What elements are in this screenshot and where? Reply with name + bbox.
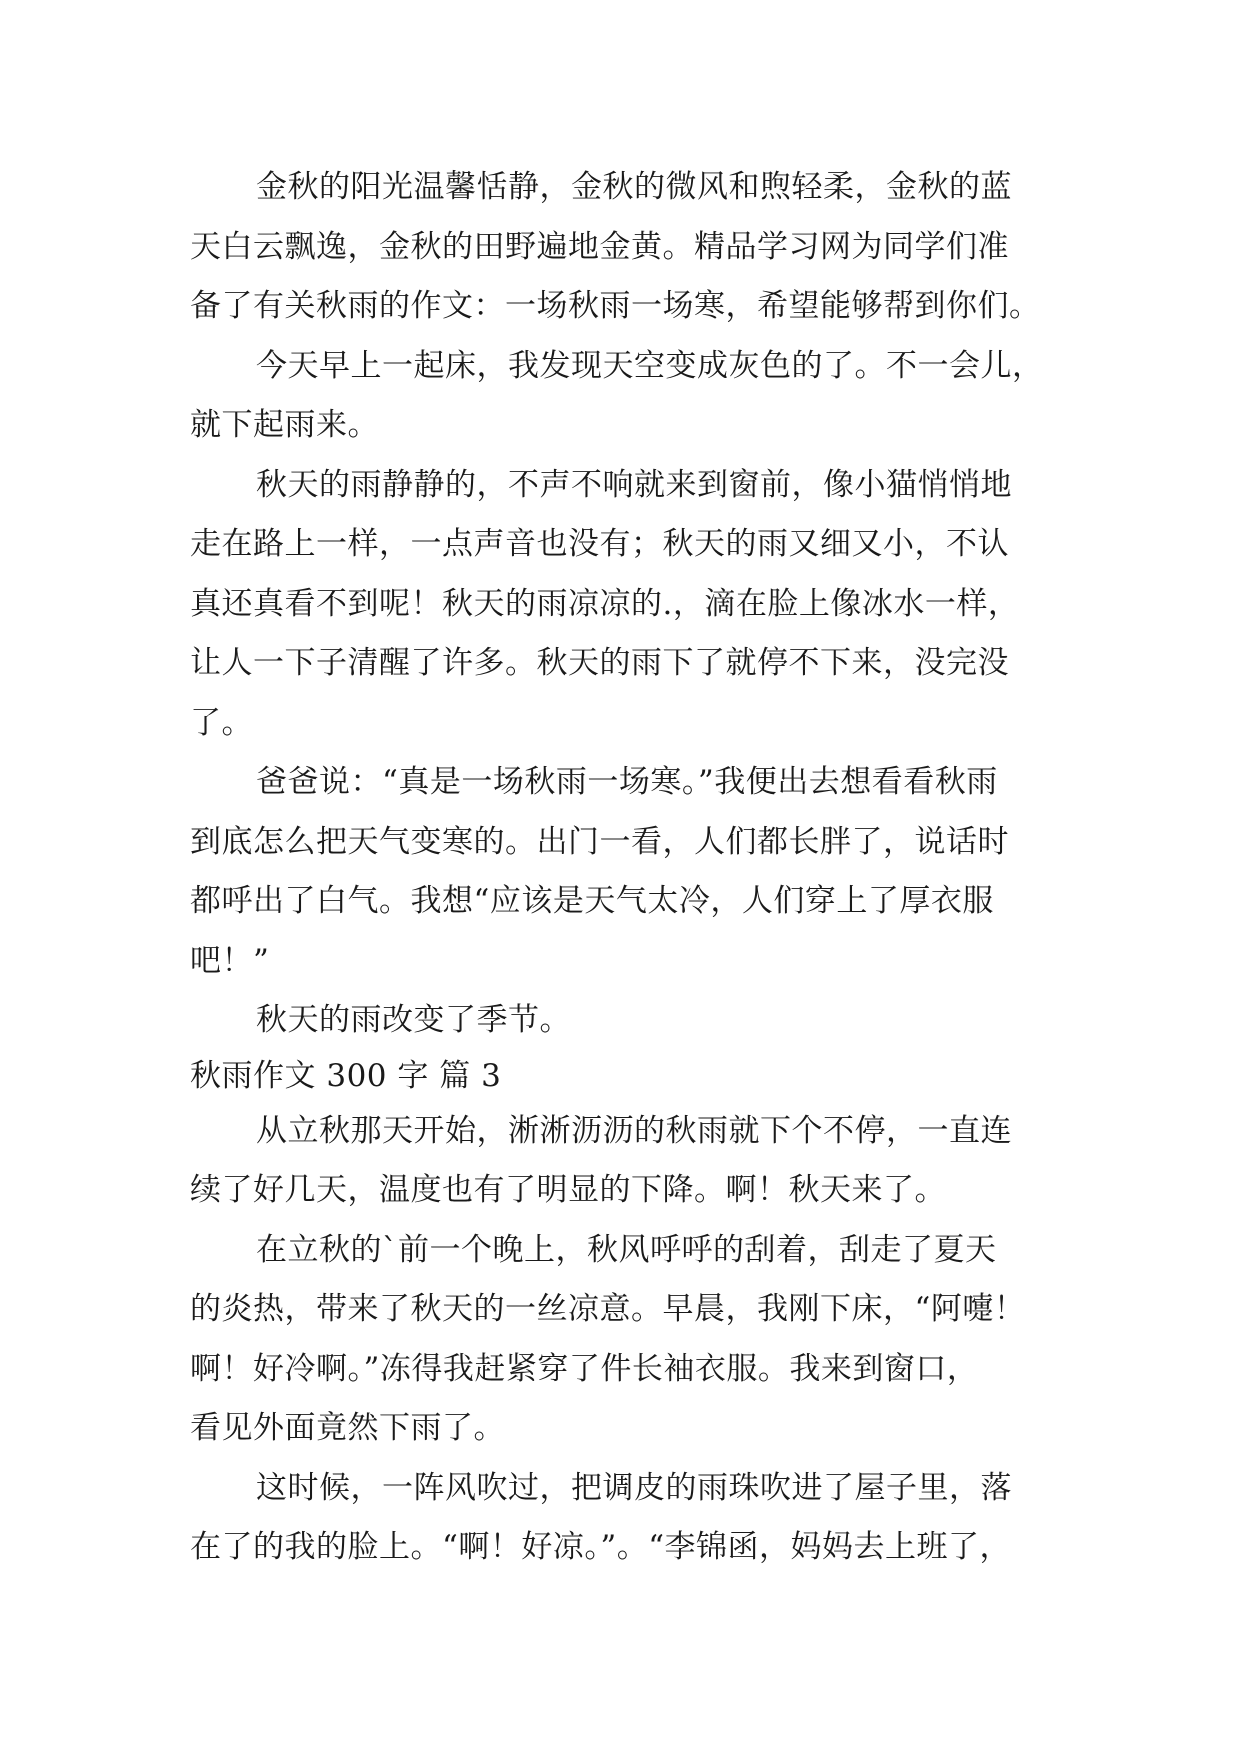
text-line: 续了好几天，温度也有了明显的下降。啊！秋天来了。 — [190, 1172, 946, 1208]
text-line: 啊！好冷啊。”冻得我赶紧穿了件长袖衣服。我来到窗口， — [190, 1350, 979, 1387]
text-line: 让人一下子清醒了许多。秋天的雨下了就停不下来，没完没 — [190, 645, 1009, 681]
text-line: 秋天的雨静静的，不声不响就来到窗前，像小猫悄悄地 — [256, 466, 1012, 503]
text-line: 备了有关秋雨的作文：一场秋雨一场寒，希望能够帮到你们。 — [190, 288, 1041, 324]
text-line: 金秋的阳光温馨恬静，金秋的微风和煦轻柔，金秋的蓝 — [256, 169, 1012, 205]
text-line: 都呼出了白气。我想“应该是天气太冷，人们穿上了厚衣服 — [190, 883, 994, 919]
text-line: 的炎热，带来了秋天的一丝凉意。早晨，我刚下床，“阿嚏！ — [190, 1291, 1026, 1327]
text-line: 吧！” — [190, 942, 270, 979]
text-line: 到底怎么把天气变寒的。出门一看，人们都长胖了，说话时 — [190, 823, 1009, 860]
text-line: 爸爸说：“真是一场秋雨一场寒。”我便出去想看看秋雨 — [256, 764, 998, 800]
document-body — [190, 158, 1060, 1578]
text-line: 天白云飘逸，金秋的田野遍地金黄。精品学习网为同学们准 — [190, 228, 1009, 265]
section-heading: 秋雨作文 300 字 篇 3 — [190, 1057, 502, 1094]
text-line: 秋天的雨改变了季节。 — [256, 1002, 571, 1038]
text-line: 看见外面竟然下雨了。 — [190, 1410, 505, 1446]
text-line: 就下起雨来。 — [190, 407, 379, 443]
text-line: 从立秋那天开始，淅淅沥沥的秋雨就下个不停，一直连 — [256, 1112, 1012, 1149]
text-line: 今天早上一起床，我发现天空变成灰色的了。不一会儿， — [256, 347, 1044, 384]
text-line: 了。 — [190, 704, 253, 741]
text-line: 这时候，一阵风吹过，把调皮的雨珠吹进了屋子里，落 — [256, 1469, 1012, 1506]
text-line: 在立秋的`前一个晚上，秋风呼呼的刮着，刮走了夏天 — [256, 1231, 997, 1268]
text-line: 走在路上一样，一点声音也没有；秋天的雨又细又小，不认 — [190, 526, 1009, 562]
text-line: 真还真看不到呢！秋天的雨凉凉的.，滴在脸上像冰水一样， — [190, 585, 1020, 622]
text-line: 在了的我的脸上。“啊！好凉。”。“李锦函，妈妈去上班了， — [190, 1529, 1012, 1565]
